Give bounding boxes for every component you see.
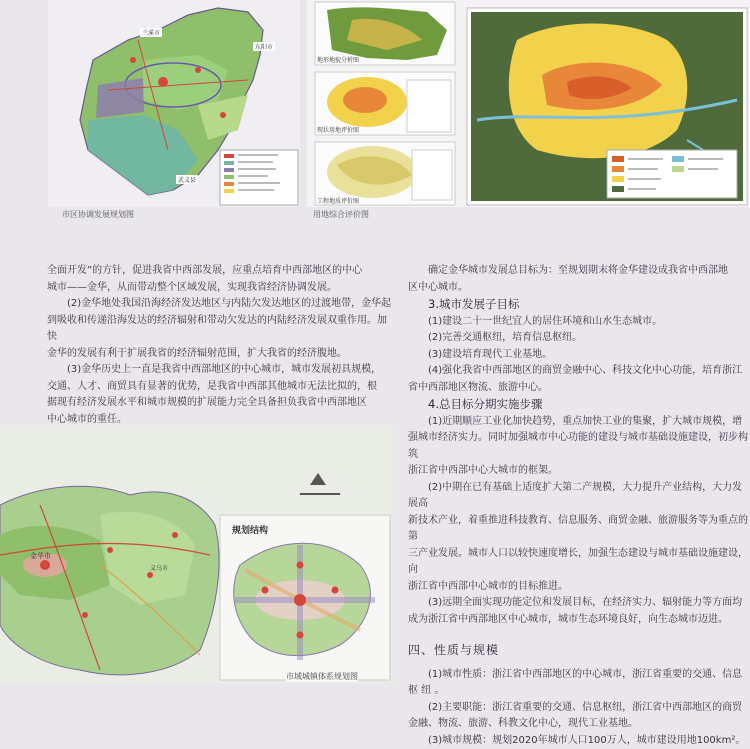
paragraph-line: 枢 纽 。 bbox=[408, 683, 750, 700]
bottom-left-caption: 市域城镇体系规划图 bbox=[286, 671, 358, 682]
urban-system-map bbox=[0, 425, 393, 684]
right-text-column bbox=[408, 263, 750, 749]
paragraph-line: 三产业发展。城市人口以较快速度增长，加强生态建设与城市基础设施建设，向 bbox=[408, 546, 750, 579]
land-evaluation-figure bbox=[307, 0, 750, 207]
regional-map-graphic bbox=[48, 0, 300, 207]
paragraph-line: (3)远期全面实现功能定位和发展目标，在经济实力、辐射能力等方面均 bbox=[408, 595, 750, 612]
paragraph-line: 全面开发”的方针，促进我省中西部发展，应重点培育中西部地区的中心 bbox=[47, 263, 392, 280]
map-label-lanxi: 兰溪市 bbox=[140, 28, 162, 37]
thumb-label-current: 现状用地评价图 bbox=[317, 125, 359, 134]
regional-coordination-map bbox=[48, 0, 300, 207]
paragraph-line: 金华的发展有利于扩展我省的经济辐射范围，扩大我省的经济腹地。 bbox=[47, 346, 392, 363]
paragraph-line: 中心城市的重任。 bbox=[47, 412, 392, 429]
map-label-dongyang: 东阳市 bbox=[253, 42, 275, 51]
paragraph-line: (1)近期顺应工业化加快趋势，重点加快工业的集聚，扩大城市规模，增 bbox=[408, 414, 750, 431]
paragraph-line: (2)金华地处我国沿海经济发达地区与内陆欠发达地区的过渡地带，金华起 bbox=[47, 296, 392, 313]
map-label-jinhua: 金华市 bbox=[30, 551, 51, 561]
paragraph-line: 区中心城市。 bbox=[408, 280, 750, 297]
section-heading: 4.总目标分期实施步骤 bbox=[408, 396, 750, 413]
evaluation-graphic bbox=[307, 0, 750, 207]
list-item: 省中西部地区物流、旅游中心。 bbox=[408, 380, 750, 397]
thumb-label-geology: 工程地质评价图 bbox=[317, 196, 359, 205]
paragraph-line: (2)主要职能：浙江省重要的交通、信息枢纽，浙江省中西部地区的商贸 bbox=[408, 700, 750, 717]
paragraph-line: 金融、物流、旅游、科教文化中心，现代工业基地。 bbox=[408, 716, 750, 733]
paragraph-line: (3)城市规模：规划2020年城市人口100万人，城市建设用地100km²。 bbox=[408, 733, 750, 749]
list-item: (1)建设二十一世纪宜人的居住环境和山水生态城市。 bbox=[408, 314, 750, 331]
list-item: (2)完善交通枢纽，培育信息枢纽。 bbox=[408, 330, 750, 347]
top-left-caption: 市区协调发展规划图 bbox=[62, 209, 134, 220]
map-label-yiwu: 义乌市 bbox=[150, 563, 168, 572]
list-item: (4)强化我省中西部地区的商贸金融中心、科技文化中心功能，培育浙江 bbox=[408, 363, 750, 380]
paragraph-line: 到吸收和传递沿海发达的经济辐射和带动欠发达的内陆经济发展双重作用。加快 bbox=[47, 313, 392, 346]
paragraph-line: 成为浙江省中西部地区中心城市，城市生态环境良好，向生态城市迈进。 bbox=[408, 612, 750, 629]
paragraph-line: 浙江省中西部中心城市的目标推进。 bbox=[408, 579, 750, 596]
paragraph-line: 确定金华城市发展总目标为：至规划期末将金华建设成我省中西部地 bbox=[408, 263, 750, 280]
section-heading: 3.城市发展子目标 bbox=[408, 296, 750, 313]
paragraph-line: 据现有经济发展水平和城市规模的扩展能力完全具备担负我省中西部地区 bbox=[47, 395, 392, 412]
thumb-label-terrain: 地形地貌分析图 bbox=[317, 55, 359, 64]
paragraph-line: 新技术产业，着重推进科技教育、信息服务、商贸金融、旅游服务等为重点的第 bbox=[408, 513, 750, 546]
top-right-caption: 用地综合评价图 bbox=[313, 209, 369, 220]
paragraph-line: 浙江省中西部中心大城市的框架。 bbox=[408, 463, 750, 480]
paragraph-line: (3)金华历史上一直是我省中西部地区的中心城市，城市发展初具规模， bbox=[47, 362, 392, 379]
left-text-column bbox=[47, 263, 392, 446]
paragraph-line: (2)中期在已有基础上适度扩大第二产规模，大力提升产业结构，大力发展高 bbox=[408, 480, 750, 513]
paragraph-line: 城市——金华，从而带动整个区域发展，实现我省经济协调发展。 bbox=[47, 280, 392, 297]
paragraph-line: 交通、人才、商贸具有显著的优势，是我省中西部其他城市无法比拟的，根 bbox=[47, 379, 392, 396]
map-label-wuyi: 武义县 bbox=[176, 175, 198, 184]
list-item: (3)建设培育现代工业基地。 bbox=[408, 347, 750, 364]
section-title: 四、性质与规模 bbox=[408, 642, 750, 659]
paragraph-line: 强城市经济实力。同时加强城市中心功能的建设与城市基础设施建设，初步构筑 bbox=[408, 430, 750, 463]
inset-title: 规划结构 bbox=[232, 523, 268, 536]
urban-system-graphic bbox=[0, 425, 393, 684]
paragraph-line: (1)城市性质：浙江省中西部地区的中心城市，浙江省重要的交通、信息 bbox=[408, 667, 750, 684]
